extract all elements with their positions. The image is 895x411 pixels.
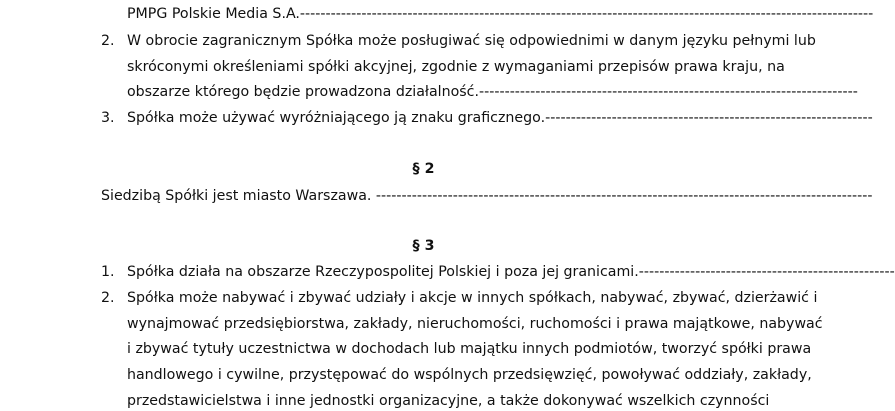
paragraph-line: handlowego i cywilne, przystępować do wspólnych przedsięwzięć, powoływać oddziały, zakłady, xyxy=(127,367,812,383)
paragraph-line: wynajmować przedsiębiorstwa, zakłady, nieruchomości, ruchomości i prawa majątkowe, nabywać xyxy=(127,316,823,332)
list-item-number: 2. xyxy=(101,290,115,306)
paragraph-line: obszarze którego będzie prowadzona działalność.-------------------------------------------------------------------------- xyxy=(127,84,858,100)
list-item-number: 3. xyxy=(101,110,115,126)
paragraph-line: Spółka działa na obszarze Rzeczypospolitej Polskiej i poza jej granicami.-------------------------------------------------- xyxy=(127,264,895,280)
section-heading: § 2 xyxy=(412,161,435,177)
company-name-line: PMPG Polskie Media S.A.---------------------------------------------------------------------------------------------------------------- xyxy=(127,6,874,22)
paragraph-line: W obrocie zagranicznym Spółka może posługiwać się odpowiednimi w danym języku pełnymi lub xyxy=(127,33,816,49)
list-item-number: 2. xyxy=(101,33,115,49)
list-item-number: 1. xyxy=(101,264,115,280)
paragraph-line: i zbywać tytuły uczestnictwa w dochodach lub majątku innych podmiotów, tworzyć spółki prawa xyxy=(127,341,812,357)
paragraph-line: przedstawicielstwa i inne jednostki organizacyjne, a także dokonywać wszelkich czynności xyxy=(127,393,770,409)
paragraph-line: Spółka może używać wyróżniającego ją znaku graficznego.---------------------------------------------------------------- xyxy=(127,110,873,126)
paragraph-line: skróconymi określeniami spółki akcyjnej, zgodnie z wymaganiami przepisów prawa kraju, na xyxy=(127,59,785,75)
section-heading: § 3 xyxy=(412,238,435,254)
paragraph-line: Siedzibą Spółki jest miasto Warszawa. ------------------------------------------------------------------------------------------------- xyxy=(101,188,873,204)
paragraph-line: Spółka może nabywać i zbywać udziały i akcje w innych spółkach, nabywać, zbywać, dzierżawić i xyxy=(127,290,818,306)
